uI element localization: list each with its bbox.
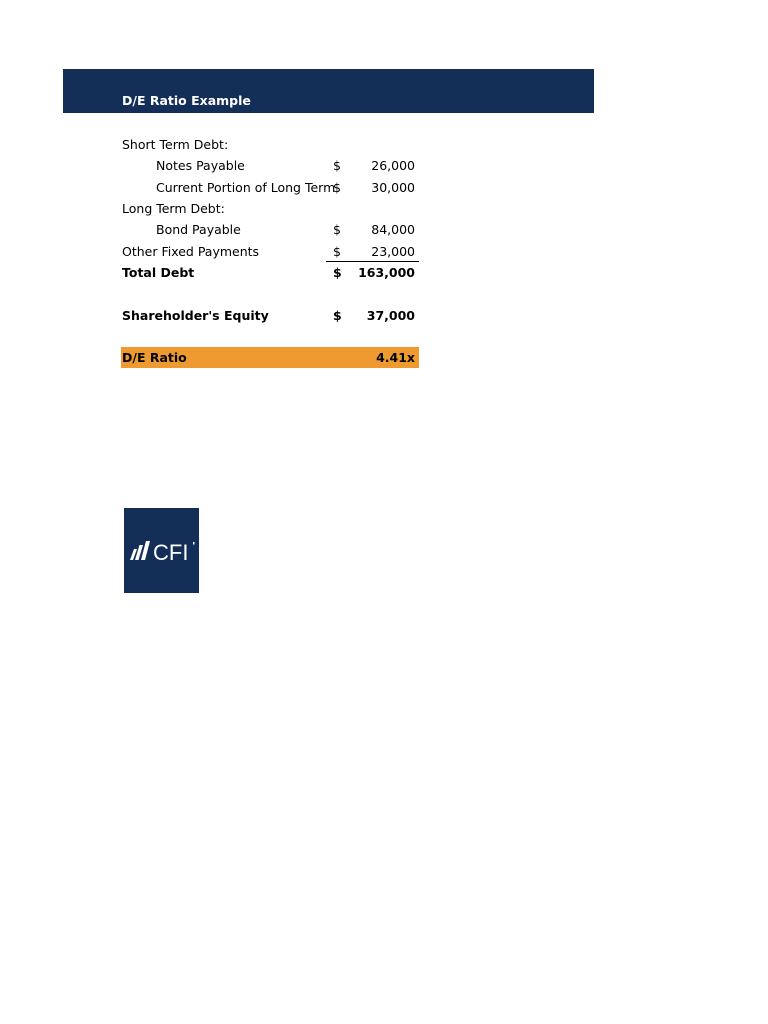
currency-symbol: $ bbox=[333, 244, 341, 259]
row-label: Notes Payable bbox=[156, 158, 245, 173]
de-ratio-label: D/E Ratio bbox=[122, 350, 187, 365]
de-ratio-row bbox=[121, 347, 419, 368]
row-value: 26,000 bbox=[371, 158, 415, 173]
row-notes-payable bbox=[122, 155, 419, 176]
row-label: Short Term Debt: bbox=[122, 137, 229, 152]
row-current-portion bbox=[122, 177, 419, 198]
row-label: Shareholder's Equity bbox=[122, 308, 269, 323]
logo-text: CFI bbox=[153, 540, 189, 565]
currency-symbol: $ bbox=[333, 222, 341, 237]
row-label: Current Portion of Long Term bbox=[156, 180, 336, 195]
row-other-fixed-payments bbox=[122, 241, 419, 262]
row-value: 30,000 bbox=[371, 180, 415, 195]
row-label: Bond Payable bbox=[156, 222, 241, 237]
cfi-logo-icon bbox=[124, 508, 199, 593]
row-value: 163,000 bbox=[358, 265, 415, 280]
row-total-debt bbox=[122, 262, 419, 283]
row-value: 37,000 bbox=[366, 308, 415, 323]
row-label: Long Term Debt: bbox=[122, 201, 225, 216]
header-title: D/E Ratio Example bbox=[122, 93, 251, 108]
row-shareholders-equity bbox=[122, 305, 419, 326]
currency-symbol: $ bbox=[333, 180, 341, 195]
header-band bbox=[63, 69, 594, 113]
row-bond-payable bbox=[122, 219, 419, 240]
row-label: Total Debt bbox=[122, 265, 195, 280]
cfi-logo bbox=[124, 508, 199, 593]
currency-symbol: $ bbox=[333, 158, 341, 173]
row-long-term-debt bbox=[122, 198, 419, 219]
row-label: Other Fixed Payments bbox=[122, 244, 260, 259]
row-value: 23,000 bbox=[371, 244, 415, 259]
de-ratio-value: 4.41x bbox=[376, 350, 415, 365]
row-short-term-debt bbox=[122, 134, 419, 155]
row-value: 84,000 bbox=[371, 222, 415, 237]
currency-symbol: $ bbox=[333, 308, 342, 323]
currency-symbol: $ bbox=[333, 265, 342, 280]
